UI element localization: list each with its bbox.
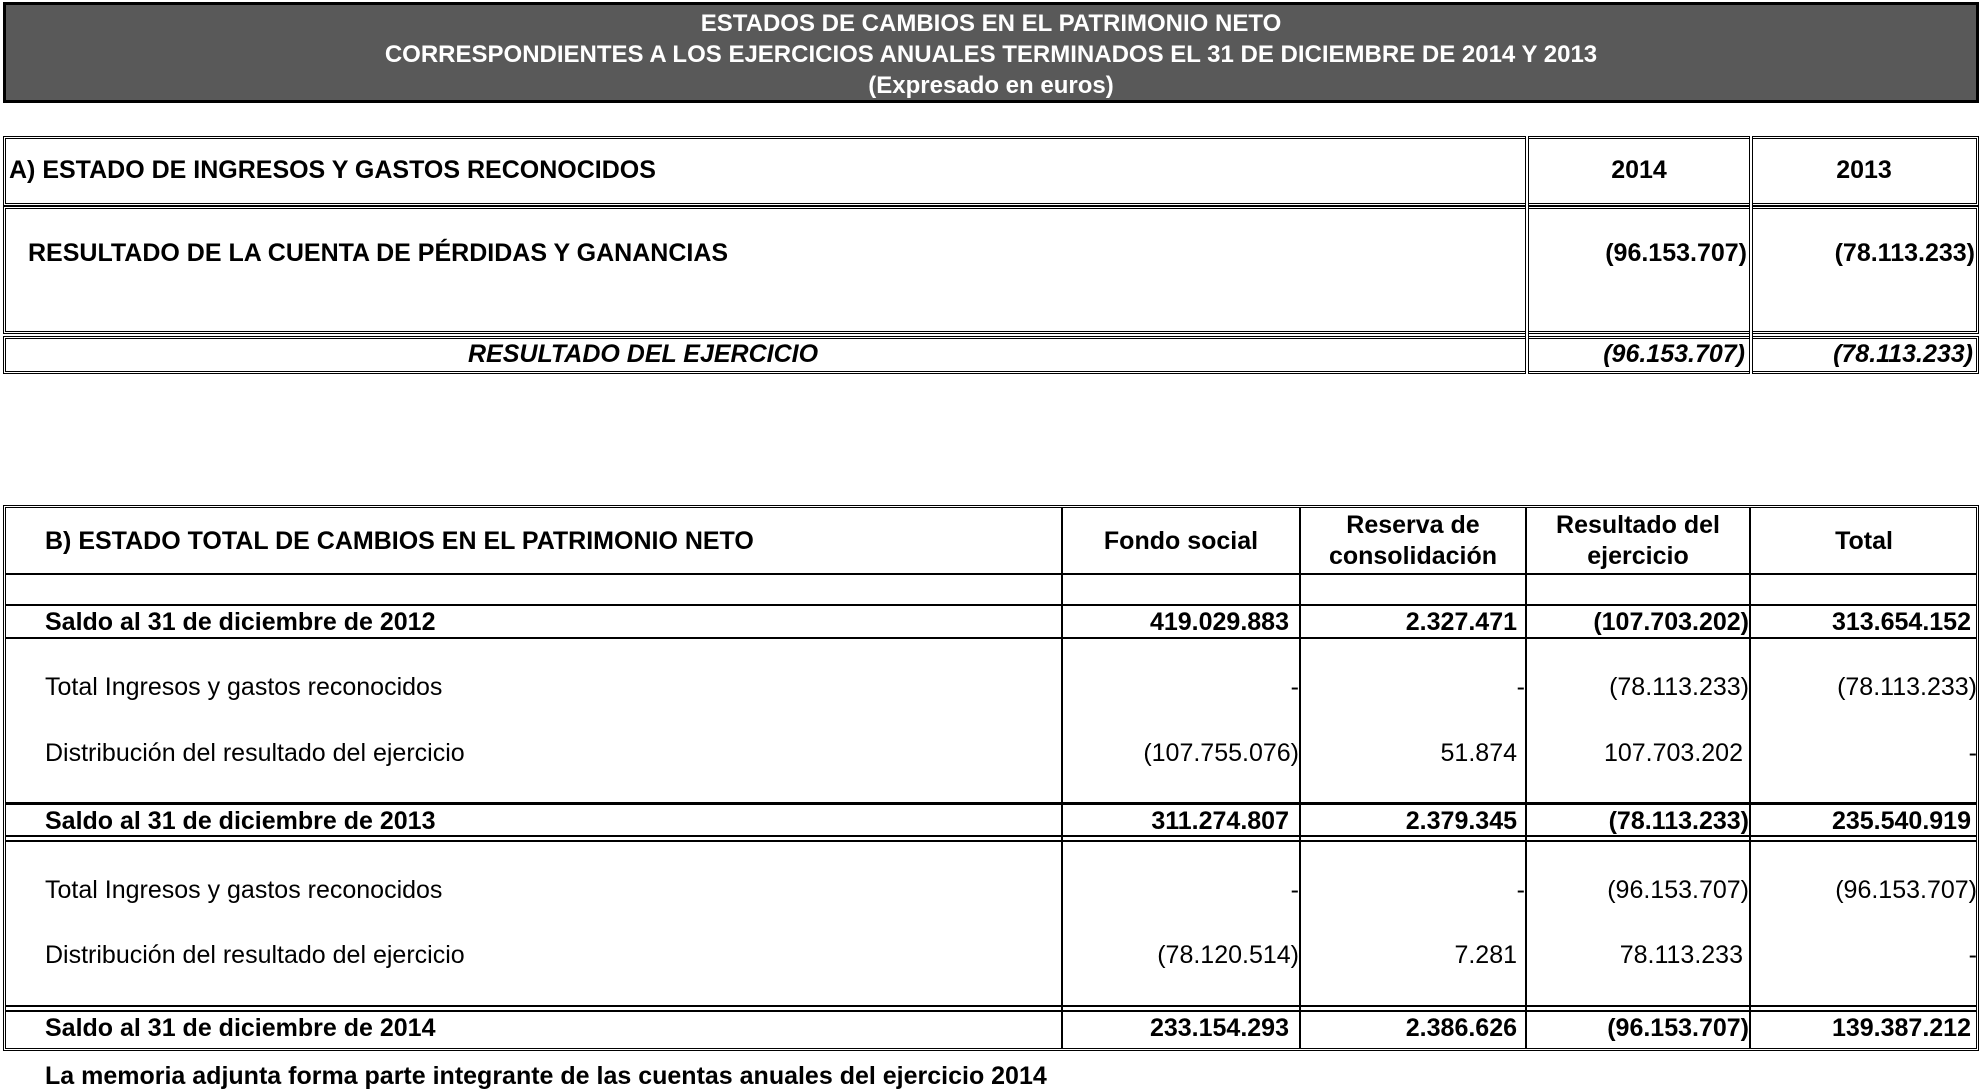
ingresos-2014-resultado: (96.153.707) — [1607, 876, 1749, 904]
section-a-title: A) ESTADO DE INGRESOS Y GASTOS RECONOCIDOS — [9, 156, 656, 184]
saldo-2014-resultado: (96.153.707) — [1607, 1014, 1749, 1042]
distrib-2014-resultado: 78.113.233 — [1619, 941, 1743, 969]
col-fondo-social: Fondo social — [1103, 527, 1259, 555]
resultado-ejercicio-2013: (78.113.233) — [1833, 340, 1973, 368]
col-total: Total — [1835, 527, 1893, 555]
distrib-2014-reserva: 7.281 — [1454, 941, 1517, 969]
ingresos-2013-reserva: - — [1516, 673, 1525, 701]
distrib-2013-resultado: 107.703.202 — [1603, 739, 1743, 767]
section-a-col-2013: 2013 — [1836, 156, 1892, 184]
ingresos-2014-total: (96.153.707) — [1835, 876, 1977, 904]
saldo-2013-fondo: 311.274.807 — [1151, 807, 1289, 835]
resultado-ejercicio-2014: (96.153.707) — [1603, 340, 1745, 368]
distrib-2014-total: - — [1968, 941, 1977, 969]
saldo-2014-reserva: 2.386.626 — [1405, 1014, 1517, 1042]
distrib-2014-fondo: (78.120.514) — [1157, 941, 1299, 969]
saldo-2013-reserva: 2.379.345 — [1405, 807, 1517, 835]
ingresos-2014-fondo: - — [1290, 876, 1299, 904]
col-resultado-line2: ejercicio — [1587, 542, 1689, 570]
distrib-2013-fondo: (107.755.076) — [1143, 739, 1299, 767]
col-reserva-line2: consolidación — [1328, 542, 1498, 570]
section-b-title: B) ESTADO TOTAL DE CAMBIOS EN EL PATRIMONIO NETO — [45, 527, 754, 555]
saldo-2012-label: Saldo al 31 de diciembre de 2012 — [45, 608, 436, 636]
distrib-2013-label: Distribución del resultado del ejercicio — [45, 739, 465, 767]
saldo-2012-reserva: 2.327.471 — [1405, 608, 1517, 636]
saldo-2014-label: Saldo al 31 de diciembre de 2014 — [45, 1014, 436, 1042]
footer-note: La memoria adjunta forma parte integrante de las cuentas anuales del ejercicio 2014 — [45, 1062, 1047, 1090]
ingresos-2014-label: Total Ingresos y gastos reconocidos — [45, 876, 443, 904]
saldo-2014-fondo: 233.154.293 — [1149, 1014, 1289, 1042]
section-a-table — [3, 136, 1979, 374]
ingresos-2013-fondo: - — [1290, 673, 1299, 701]
resultado-cuenta-2013: (78.113.233) — [1834, 239, 1975, 267]
saldo-2013-label: Saldo al 31 de diciembre de 2013 — [45, 807, 436, 835]
header-units: (Expresado en euros) — [868, 72, 1114, 99]
saldo-2013-resultado: (78.113.233) — [1608, 807, 1749, 835]
section-a-col-2014: 2014 — [1611, 156, 1667, 184]
resultado-cuenta-2014: (96.153.707) — [1605, 239, 1747, 267]
col-resultado-line1: Resultado del — [1556, 511, 1720, 539]
col-reserva-line1: Reserva de — [1346, 511, 1480, 539]
saldo-2012-total: 313.654.152 — [1831, 608, 1971, 636]
section-b-table — [3, 505, 1979, 1051]
saldo-2012-resultado: (107.703.202) — [1593, 608, 1749, 636]
ingresos-2014-reserva: - — [1516, 876, 1525, 904]
ingresos-2013-label: Total Ingresos y gastos reconocidos — [45, 673, 443, 701]
resultado-ejercicio-label: RESULTADO DEL EJERCICIO — [468, 340, 819, 368]
report-header — [3, 2, 1979, 103]
distrib-2013-reserva: 51.874 — [1440, 739, 1517, 767]
ingresos-2013-total: (78.113.233) — [1837, 673, 1977, 701]
ingresos-2013-resultado: (78.113.233) — [1609, 673, 1749, 701]
saldo-2012-fondo: 419.029.883 — [1149, 608, 1289, 636]
distrib-2013-total: - — [1968, 739, 1977, 767]
header-subtitle: CORRESPONDIENTES A LOS EJERCICIOS ANUALES TERMINADOS EL 31 DE DICIEMBRE DE 2014 Y 2013 — [384, 41, 1598, 68]
header-title: ESTADOS DE CAMBIOS EN EL PATRIMONIO NETO — [700, 10, 1282, 37]
resultado-cuenta-label: RESULTADO DE LA CUENTA DE PÉRDIDAS Y GANANCIAS — [28, 239, 729, 267]
distrib-2014-label: Distribución del resultado del ejercicio — [45, 941, 465, 969]
saldo-2013-total: 235.540.919 — [1831, 807, 1971, 835]
saldo-2014-total: 139.387.212 — [1831, 1014, 1971, 1042]
